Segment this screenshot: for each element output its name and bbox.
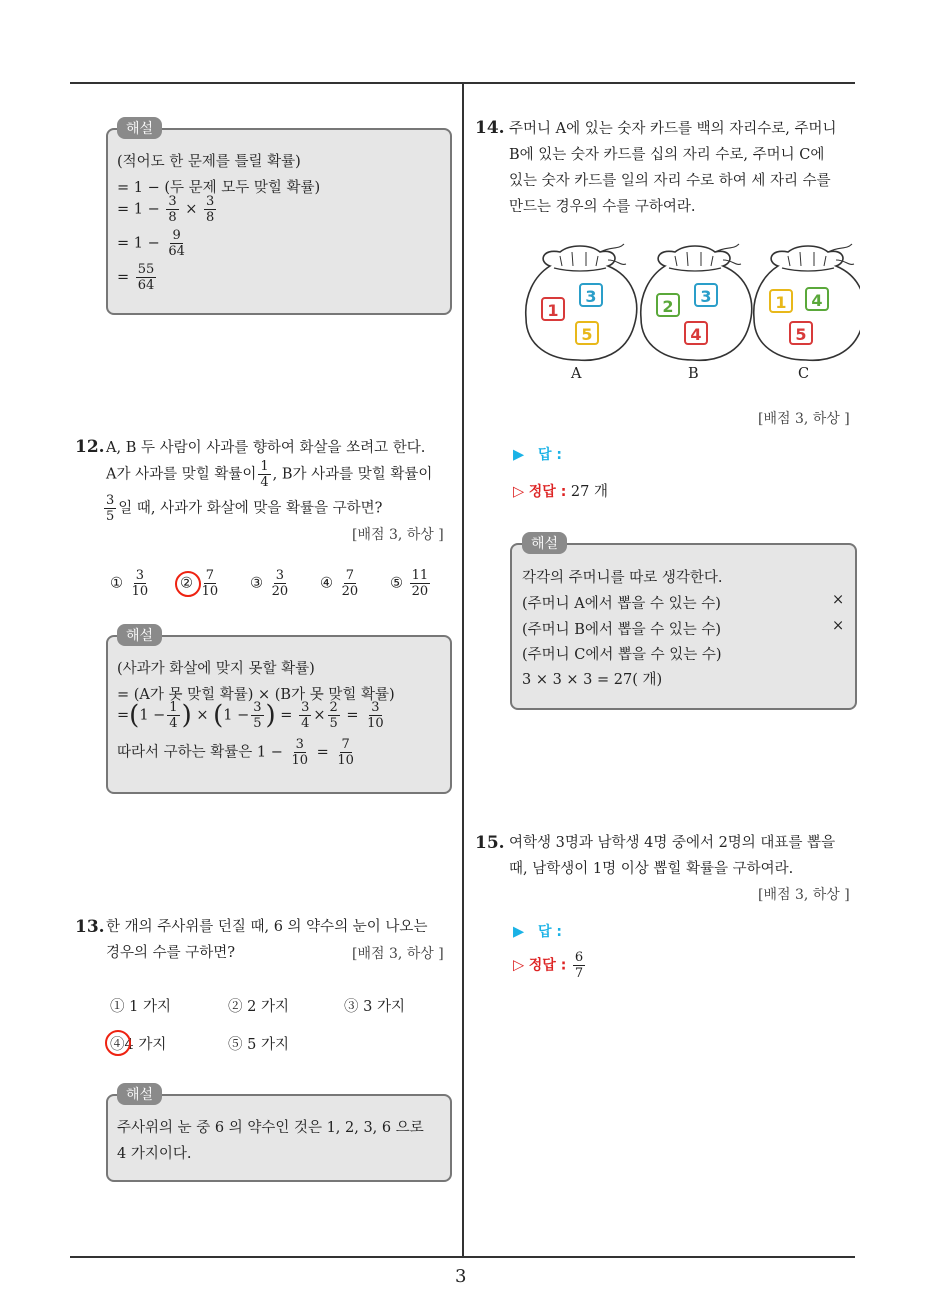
- q12-score: [배점 3, 하상 ]: [352, 527, 444, 543]
- bag-a-card-3: 3: [585, 287, 597, 306]
- q13-sol-line2: 4 가지이다.: [117, 1146, 192, 1162]
- bag-a-label: A: [571, 366, 582, 382]
- bag-b-card-4: 4: [690, 325, 702, 344]
- bag-a-card-5: 5: [581, 325, 593, 344]
- q11-sol-line4: = 1 − $\frac{9}{64}$: [117, 228, 185, 259]
- q14-sol-line2-times: ×: [832, 592, 845, 608]
- bag-a: [526, 244, 637, 360]
- bag-b-label: B: [688, 366, 699, 382]
- q15-correct-row: ▷ 정답 : $\frac{6}{7}$: [513, 950, 584, 981]
- q13-option-5[interactable]: ⑤ 5 가지: [228, 1037, 289, 1053]
- bag-c-card-4: 4: [811, 291, 823, 310]
- q13-text-line1: 한 개의 주사위를 던질 때, 6 의 약수의 눈이 나오는: [106, 919, 428, 935]
- q12-option-5[interactable]: ⑤ $\frac{11}{20}$: [390, 568, 429, 599]
- q12-explanation-tag: 해설: [117, 624, 162, 646]
- bag-b: [641, 244, 752, 360]
- q12-text-line3: $\frac{3}{5}$ 일 때, 사과가 화살에 맞을 확률을 구하면?: [106, 493, 383, 524]
- q12-text-line1: A, B 두 사람이 사과를 향하여 화살을 쏘려고 한다.: [106, 440, 426, 456]
- q11-sol-line1: (적어도 한 문제를 틀릴 확률): [117, 154, 301, 170]
- q12-sol-line4: 따라서 구하는 확률은 1 − $\frac{3}{10}$ = $\frac{7}{10}$: [117, 737, 354, 768]
- q14-sol-line3-times: ×: [832, 618, 845, 634]
- q14-sol-line1: 각각의 주머니를 따로 생각한다.: [522, 570, 723, 586]
- q13-text-line2: 경우의 수를 구하면?: [106, 945, 236, 961]
- q14-correct-row: ▷ 정답 : 27 개: [513, 484, 608, 500]
- bag-a-card-1: 1: [547, 301, 559, 320]
- bag-c-card-5: 5: [795, 325, 807, 344]
- q11-explanation-tag: 해설: [117, 117, 162, 139]
- q14-text-line1: 주머니 A에 있는 숫자 카드를 백의 자리수로, 주머니: [509, 121, 837, 137]
- q12-option-4[interactable]: ④ $\frac{7}{20}$: [320, 568, 359, 599]
- q14-sol-line2: (주머니 A에서 뽑을 수 있는 수): [522, 596, 721, 612]
- correct-arrow-icon: ▷: [513, 957, 525, 974]
- q12-sol-line3: =(1 − $\frac{1}{4}$ ) × (1 − $\frac{3}{5}$ ) = $\frac{3}{4}$ × $\frac{2}{5}$ = $\frac{3}{10}$: [117, 700, 384, 731]
- q12-option-2[interactable]: ② $\frac{7}{10}$: [180, 568, 219, 599]
- q13-explanation-tag: 해설: [117, 1083, 162, 1105]
- q11-sol-line2: = 1 − (두 문제 모두 맞힐 확률): [117, 180, 321, 196]
- q13-option-3[interactable]: ③ 3 가지: [344, 999, 405, 1015]
- q13-option-4[interactable]: ④4 가지: [110, 1037, 167, 1053]
- q11-sol-line5: = $\frac{55}{64}$: [117, 262, 155, 293]
- bag-c-label: C: [798, 366, 810, 382]
- q13-number: 13.: [75, 917, 105, 937]
- q15-text-line2: 때, 남학생이 1명 이상 뽑힐 확률을 구하여라.: [509, 861, 794, 877]
- q14-text-line4: 만드는 경우의 수를 구하여라.: [509, 199, 696, 215]
- q12-option-1[interactable]: ① $\frac{3}{10}$: [110, 568, 149, 599]
- column-divider: [462, 82, 464, 1257]
- q14-sol-line3: (주머니 B에서 뽑을 수 있는 수): [522, 622, 722, 638]
- q11-sol-line3: = 1 − $\frac{3}{8}$ × $\frac{3}{8}$: [117, 194, 215, 225]
- answer-arrow-icon: ▶: [513, 447, 525, 463]
- q14-number: 14.: [475, 118, 505, 138]
- q12-option-3[interactable]: ③ $\frac{3}{20}$: [250, 568, 289, 599]
- q15-text-line1: 여학생 3명과 남학생 4명 중에서 2명의 대표를 뽑을: [509, 835, 836, 851]
- bag-b-card-2: 2: [662, 297, 674, 316]
- bag-c-card-1: 1: [775, 293, 787, 312]
- q15-score: [배점 3, 하상 ]: [758, 887, 850, 903]
- q12-text-line2: A가 사과를 맞힐 확률이 $\frac{1}{4}$ , B가 사과를 맞힐 확률이: [106, 459, 433, 490]
- q13-option-1[interactable]: ① 1 가지: [110, 999, 171, 1015]
- bottom-rule: [70, 1256, 855, 1258]
- q14-explanation-tag: 해설: [522, 532, 567, 554]
- q14-score: [배점 3, 하상 ]: [758, 411, 850, 427]
- q15-answer-row: ▶ 답 :: [513, 924, 562, 940]
- q12-sol-line1: (사과가 화살에 맞지 못할 확률): [117, 661, 315, 677]
- q14-answer-row: ▶ 답 :: [513, 447, 562, 463]
- q14-text-line2: B에 있는 숫자 카드를 십의 자리 수로, 주머니 C에: [509, 147, 825, 163]
- q13-answer-circle-mark: [105, 1030, 131, 1056]
- q14-sol-line5: 3 × 3 × 3 = 27( 개): [522, 672, 663, 688]
- bag-c: [754, 244, 860, 360]
- correct-arrow-icon: ▷: [513, 484, 525, 500]
- page-number: 3: [455, 1266, 467, 1287]
- q13-sol-line1: 주사위의 눈 중 6 의 약수인 것은 1, 2, 3, 6 으로: [117, 1120, 424, 1136]
- q13-option-2[interactable]: ② 2 가지: [228, 999, 289, 1015]
- answer-arrow-icon: ▶: [513, 924, 525, 940]
- q15-number: 15.: [475, 833, 505, 853]
- q14-text-line3: 있는 숫자 카드를 일의 자리 수로 하여 세 자리 수를: [509, 173, 831, 189]
- q12-answer-circle-mark: [175, 571, 201, 597]
- q13-score: [배점 3, 하상 ]: [352, 946, 444, 962]
- q14-sol-line4: (주머니 C에서 뽑을 수 있는 수): [522, 647, 722, 663]
- q12-number: 12.: [75, 437, 105, 457]
- q13-explanation-box: [106, 1094, 452, 1182]
- q12-sol-line2: = (A가 못 맞힐 확률) × (B가 못 맞힐 확률): [117, 687, 395, 703]
- bag-b-card-3: 3: [700, 287, 712, 306]
